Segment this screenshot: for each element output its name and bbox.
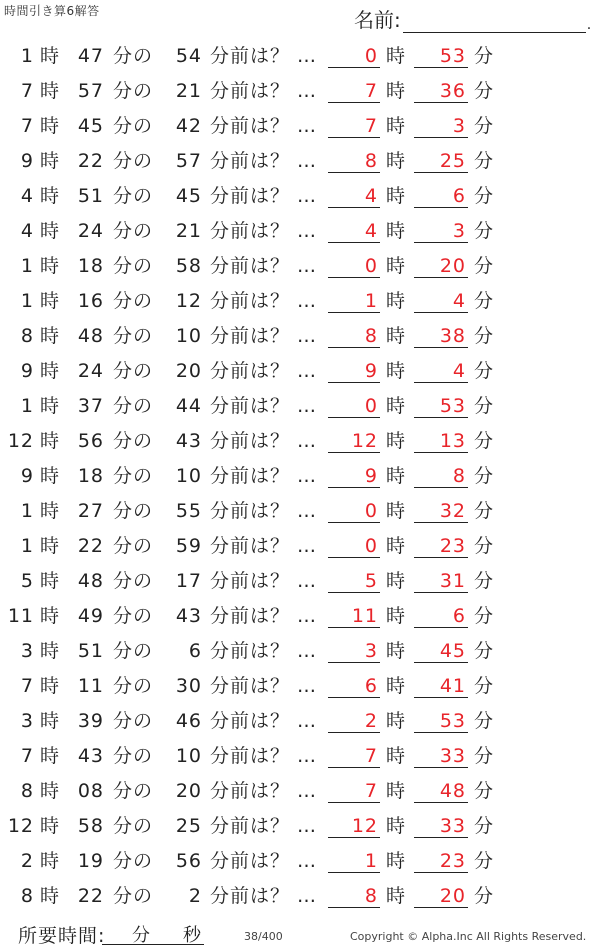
answer-hour-unit: 時: [386, 850, 407, 872]
answer-minute[interactable]: 53: [414, 707, 468, 733]
answer-minute[interactable]: 4: [414, 357, 468, 383]
problem-minus-minutes: 20: [175, 780, 202, 802]
hour-unit: 時: [40, 255, 61, 277]
problem-start-hour: 1: [20, 395, 34, 417]
answer-hour[interactable]: 2: [328, 707, 380, 733]
answer-minute[interactable]: 4: [414, 287, 468, 313]
time-second-unit: 秒: [183, 925, 201, 946]
answer-minute-unit: 分: [474, 780, 495, 802]
answer-hour-unit: 時: [386, 255, 407, 277]
hour-unit: 時: [40, 605, 61, 627]
answer-hour-unit: 時: [386, 605, 407, 627]
problem-start-hour: 3: [20, 710, 34, 732]
problem-start-minute: 39: [77, 710, 104, 732]
name-end-mark: .: [586, 17, 592, 33]
problem-minus-minutes: 2: [188, 885, 202, 907]
answer-minute-unit: 分: [474, 570, 495, 592]
problem-start-hour: 8: [20, 325, 34, 347]
answer-minute-unit: 分: [474, 605, 495, 627]
problem-minus-minutes: 17: [175, 570, 202, 592]
problem-minus-minutes: 54: [175, 45, 202, 67]
answer-minute-unit: 分: [474, 80, 495, 102]
problem-start-minute: 24: [77, 220, 104, 242]
question-text: 分前は？ …: [210, 570, 318, 592]
problem-start-minute: 51: [77, 640, 104, 662]
answer-hour-unit: 時: [386, 675, 407, 697]
problem-start-hour: 2: [20, 850, 34, 872]
minute-of-unit: 分の: [113, 430, 154, 452]
time-required-label: 所要時間:: [18, 925, 106, 947]
hour-unit: 時: [40, 185, 61, 207]
minute-of-unit: 分の: [113, 150, 154, 172]
answer-hour[interactable]: 0: [328, 532, 380, 558]
answer-minute[interactable]: 23: [414, 532, 468, 558]
question-text: 分前は？ …: [210, 675, 318, 697]
problem-start-hour: 12: [7, 430, 34, 452]
problem-row: [0, 283, 600, 318]
problem-row: [0, 773, 600, 808]
problem-start-minute: 22: [77, 150, 104, 172]
hour-unit: 時: [40, 675, 61, 697]
problem-start-minute: 45: [77, 115, 104, 137]
minute-of-unit: 分の: [113, 465, 154, 487]
time-minute-unit: 分: [132, 925, 150, 946]
minute-of-unit: 分の: [113, 885, 154, 907]
question-text: 分前は？ …: [210, 640, 318, 662]
answer-hour-unit: 時: [386, 360, 407, 382]
answer-hour[interactable]: 12: [328, 427, 380, 453]
footer: [0, 918, 600, 949]
problem-row: [0, 493, 600, 528]
problem-minus-minutes: 20: [175, 360, 202, 382]
problem-start-minute: 24: [77, 360, 104, 382]
answer-minute[interactable]: 38: [414, 322, 468, 348]
answer-hour-unit: 時: [386, 570, 407, 592]
question-text: 分前は？ …: [210, 115, 318, 137]
question-text: 分前は？ …: [210, 850, 318, 872]
answer-hour[interactable]: 1: [328, 847, 380, 873]
minute-of-unit: 分の: [113, 360, 154, 382]
answer-hour-unit: 時: [386, 395, 407, 417]
hour-unit: 時: [40, 325, 61, 347]
answer-hour[interactable]: 8: [328, 322, 380, 348]
problem-start-hour: 8: [20, 885, 34, 907]
problem-row: [0, 423, 600, 458]
answer-hour[interactable]: 4: [328, 217, 380, 243]
answer-hour[interactable]: 7: [328, 112, 380, 138]
problem-minus-minutes: 30: [175, 675, 202, 697]
answer-minute-unit: 分: [474, 255, 495, 277]
problem-start-minute: 43: [77, 745, 104, 767]
problem-row: [0, 528, 600, 563]
answer-hour[interactable]: 4: [328, 182, 380, 208]
problem-minus-minutes: 42: [175, 115, 202, 137]
hour-unit: 時: [40, 745, 61, 767]
answer-minute[interactable]: 32: [414, 497, 468, 523]
answer-minute[interactable]: 41: [414, 672, 468, 698]
answer-hour[interactable]: 8: [328, 882, 380, 908]
problem-start-minute: 48: [77, 325, 104, 347]
answer-hour[interactable]: 3: [328, 637, 380, 663]
minute-of-unit: 分の: [113, 780, 154, 802]
answer-minute[interactable]: 3: [414, 217, 468, 243]
minute-of-unit: 分の: [113, 745, 154, 767]
problem-start-minute: 57: [77, 80, 104, 102]
problem-start-minute: 22: [77, 885, 104, 907]
problem-minus-minutes: 58: [175, 255, 202, 277]
problem-row: [0, 458, 600, 493]
hour-unit: 時: [40, 815, 61, 837]
problem-start-hour: 1: [20, 45, 34, 67]
minute-of-unit: 分の: [113, 290, 154, 312]
problem-start-hour: 4: [20, 185, 34, 207]
problem-start-minute: 51: [77, 185, 104, 207]
answer-hour[interactable]: 12: [328, 812, 380, 838]
answer-minute-unit: 分: [474, 325, 495, 347]
problem-minus-minutes: 44: [175, 395, 202, 417]
problem-row: [0, 843, 600, 878]
answer-hour-unit: 時: [386, 535, 407, 557]
problem-start-minute: 16: [77, 290, 104, 312]
problem-start-minute: 49: [77, 605, 104, 627]
problem-minus-minutes: 25: [175, 815, 202, 837]
question-text: 分前は？ …: [210, 500, 318, 522]
answer-minute[interactable]: 45: [414, 637, 468, 663]
problem-start-minute: 56: [77, 430, 104, 452]
problem-minus-minutes: 10: [175, 465, 202, 487]
answer-minute-unit: 分: [474, 150, 495, 172]
minute-of-unit: 分の: [113, 115, 154, 137]
question-text: 分前は？ …: [210, 815, 318, 837]
problem-list: [0, 38, 600, 913]
hour-unit: 時: [40, 710, 61, 732]
hour-unit: 時: [40, 535, 61, 557]
problem-minus-minutes: 46: [175, 710, 202, 732]
problem-minus-minutes: 45: [175, 185, 202, 207]
problem-row: [0, 563, 600, 598]
answer-hour[interactable]: 0: [328, 497, 380, 523]
answer-minute[interactable]: 23: [414, 847, 468, 873]
hour-unit: 時: [40, 570, 61, 592]
problem-row: [0, 318, 600, 353]
problem-start-minute: 22: [77, 535, 104, 557]
answer-minute-unit: 分: [474, 185, 495, 207]
answer-hour[interactable]: 0: [328, 252, 380, 278]
answer-minute[interactable]: 20: [414, 882, 468, 908]
hour-unit: 時: [40, 115, 61, 137]
problem-start-hour: 1: [20, 290, 34, 312]
answer-hour-unit: 時: [386, 185, 407, 207]
problem-start-hour: 9: [20, 360, 34, 382]
minute-of-unit: 分の: [113, 220, 154, 242]
minute-of-unit: 分の: [113, 640, 154, 662]
answer-minute-unit: 分: [474, 885, 495, 907]
minute-of-unit: 分の: [113, 675, 154, 697]
question-text: 分前は？ …: [210, 535, 318, 557]
question-text: 分前は？ …: [210, 395, 318, 417]
problem-minus-minutes: 43: [175, 430, 202, 452]
problem-start-hour: 4: [20, 220, 34, 242]
problem-start-minute: 08: [77, 780, 104, 802]
question-text: 分前は？ …: [210, 220, 318, 242]
problem-start-hour: 1: [20, 500, 34, 522]
answer-minute[interactable]: 20: [414, 252, 468, 278]
hour-unit: 時: [40, 290, 61, 312]
answer-hour[interactable]: 9: [328, 357, 380, 383]
answer-hour[interactable]: 11: [328, 602, 380, 628]
answer-minute-unit: 分: [474, 45, 495, 67]
problem-row: [0, 878, 600, 913]
answer-hour[interactable]: 7: [328, 777, 380, 803]
hour-unit: 時: [40, 220, 61, 242]
answer-hour-unit: 時: [386, 325, 407, 347]
problem-row: [0, 108, 600, 143]
question-text: 分前は？ …: [210, 255, 318, 277]
minute-of-unit: 分の: [113, 325, 154, 347]
minute-of-unit: 分の: [113, 570, 154, 592]
name-field: [354, 4, 591, 33]
minute-of-unit: 分の: [113, 255, 154, 277]
answer-minute[interactable]: 6: [414, 182, 468, 208]
problem-start-minute: 58: [77, 815, 104, 837]
question-text: 分前は？ …: [210, 745, 318, 767]
question-text: 分前は？ …: [210, 430, 318, 452]
problem-start-minute: 37: [77, 395, 104, 417]
minute-of-unit: 分の: [113, 500, 154, 522]
answer-minute-unit: 分: [474, 500, 495, 522]
problem-minus-minutes: 10: [175, 745, 202, 767]
answer-minute-unit: 分: [474, 360, 495, 382]
answer-minute[interactable]: 6: [414, 602, 468, 628]
hour-unit: 時: [40, 430, 61, 452]
answer-minute[interactable]: 25: [414, 147, 468, 173]
hour-unit: 時: [40, 80, 61, 102]
answer-minute-unit: 分: [474, 535, 495, 557]
hour-unit: 時: [40, 640, 61, 662]
problem-row: [0, 38, 600, 73]
problem-start-minute: 18: [77, 465, 104, 487]
answer-hour-unit: 時: [386, 500, 407, 522]
answer-minute[interactable]: 48: [414, 777, 468, 803]
question-text: 分前は？ …: [210, 185, 318, 207]
answer-hour-unit: 時: [386, 150, 407, 172]
problem-start-minute: 19: [77, 850, 104, 872]
answer-minute[interactable]: 53: [414, 42, 468, 68]
answer-minute[interactable]: 53: [414, 392, 468, 418]
answer-minute-unit: 分: [474, 115, 495, 137]
answer-minute-unit: 分: [474, 465, 495, 487]
question-text: 分前は？ …: [210, 325, 318, 347]
problem-minus-minutes: 55: [175, 500, 202, 522]
page-number: 38/400: [244, 930, 283, 943]
answer-hour[interactable]: 6: [328, 672, 380, 698]
problem-row: [0, 73, 600, 108]
question-text: 分前は？ …: [210, 780, 318, 802]
minute-of-unit: 分の: [113, 535, 154, 557]
problem-minus-minutes: 59: [175, 535, 202, 557]
answer-hour-unit: 時: [386, 45, 407, 67]
copyright-notice: Copyright © Alpha.Inc All Rights Reserved.: [350, 930, 587, 943]
problem-start-minute: 27: [77, 500, 104, 522]
answer-minute-unit: 分: [474, 290, 495, 312]
answer-minute-unit: 分: [474, 220, 495, 242]
question-text: 分前は？ …: [210, 885, 318, 907]
problem-minus-minutes: 12: [175, 290, 202, 312]
answer-hour[interactable]: 0: [328, 392, 380, 418]
answer-hour-unit: 時: [386, 780, 407, 802]
hour-unit: 時: [40, 500, 61, 522]
hour-unit: 時: [40, 885, 61, 907]
problem-row: [0, 668, 600, 703]
minute-of-unit: 分の: [113, 710, 154, 732]
question-text: 分前は？ …: [210, 45, 318, 67]
problem-row: [0, 388, 600, 423]
answer-hour-unit: 時: [386, 430, 407, 452]
answer-hour[interactable]: 7: [328, 742, 380, 768]
problem-start-hour: 12: [7, 815, 34, 837]
answer-hour-unit: 時: [386, 885, 407, 907]
hour-unit: 時: [40, 850, 61, 872]
answer-hour-unit: 時: [386, 465, 407, 487]
hour-unit: 時: [40, 395, 61, 417]
answer-hour[interactable]: 7: [328, 77, 380, 103]
problem-row: [0, 353, 600, 388]
answer-hour-unit: 時: [386, 290, 407, 312]
problem-minus-minutes: 56: [175, 850, 202, 872]
hour-unit: 時: [40, 780, 61, 802]
problem-start-minute: 11: [77, 675, 104, 697]
problem-row: [0, 143, 600, 178]
problem-row: [0, 808, 600, 843]
answer-minute-unit: 分: [474, 395, 495, 417]
answer-minute-unit: 分: [474, 850, 495, 872]
problem-start-minute: 18: [77, 255, 104, 277]
problem-row: [0, 703, 600, 738]
answer-minute-unit: 分: [474, 430, 495, 452]
answer-minute[interactable]: 31: [414, 567, 468, 593]
problem-start-minute: 48: [77, 570, 104, 592]
answer-minute[interactable]: 13: [414, 427, 468, 453]
problem-start-hour: 5: [20, 570, 34, 592]
problem-start-hour: 7: [20, 675, 34, 697]
answer-minute[interactable]: 8: [414, 462, 468, 488]
problem-start-hour: 7: [20, 80, 34, 102]
question-text: 分前は？ …: [210, 80, 318, 102]
problem-start-hour: 11: [7, 605, 34, 627]
problem-row: [0, 598, 600, 633]
hour-unit: 時: [40, 45, 61, 67]
hour-unit: 時: [40, 360, 61, 382]
hour-unit: 時: [40, 150, 61, 172]
minute-of-unit: 分の: [113, 850, 154, 872]
problem-row: [0, 248, 600, 283]
problem-start-hour: 9: [20, 465, 34, 487]
problem-minus-minutes: 6: [188, 640, 202, 662]
answer-minute[interactable]: 36: [414, 77, 468, 103]
answer-minute[interactable]: 33: [414, 742, 468, 768]
answer-hour-unit: 時: [386, 745, 407, 767]
problem-start-hour: 3: [20, 640, 34, 662]
question-text: 分前は？ …: [210, 465, 318, 487]
answer-hour[interactable]: 0: [328, 42, 380, 68]
problem-minus-minutes: 57: [175, 150, 202, 172]
answer-hour[interactable]: 9: [328, 462, 380, 488]
answer-minute-unit: 分: [474, 640, 495, 662]
answer-minute-unit: 分: [474, 710, 495, 732]
answer-hour[interactable]: 8: [328, 147, 380, 173]
problem-row: [0, 213, 600, 248]
answer-hour-unit: 時: [386, 710, 407, 732]
minute-of-unit: 分の: [113, 45, 154, 67]
question-text: 分前は？ …: [210, 290, 318, 312]
question-text: 分前は？ …: [210, 360, 318, 382]
answer-hour[interactable]: 5: [328, 567, 380, 593]
page-title: 時間引き算6解答: [4, 4, 100, 18]
minute-of-unit: 分の: [113, 185, 154, 207]
problem-start-hour: 9: [20, 150, 34, 172]
name-blank-line[interactable]: [403, 12, 586, 33]
answer-minute-unit: 分: [474, 745, 495, 767]
minute-of-unit: 分の: [113, 80, 154, 102]
answer-hour-unit: 時: [386, 640, 407, 662]
answer-hour-unit: 時: [386, 815, 407, 837]
answer-minute-unit: 分: [474, 675, 495, 697]
problem-start-hour: 7: [20, 115, 34, 137]
question-text: 分前は？ …: [210, 605, 318, 627]
problem-start-hour: 1: [20, 255, 34, 277]
problem-row: [0, 633, 600, 668]
answer-hour[interactable]: 1: [328, 287, 380, 313]
problem-row: [0, 738, 600, 773]
answer-minute[interactable]: 3: [414, 112, 468, 138]
answer-hour-unit: 時: [386, 80, 407, 102]
problem-row: [0, 178, 600, 213]
problem-start-hour: 8: [20, 780, 34, 802]
problem-start-minute: 47: [77, 45, 104, 67]
problem-minus-minutes: 21: [175, 80, 202, 102]
problem-start-hour: 1: [20, 535, 34, 557]
answer-minute-unit: 分: [474, 815, 495, 837]
problem-minus-minutes: 21: [175, 220, 202, 242]
minute-of-unit: 分の: [113, 815, 154, 837]
question-text: 分前は？ …: [210, 150, 318, 172]
answer-hour-unit: 時: [386, 220, 407, 242]
problem-start-hour: 7: [20, 745, 34, 767]
problem-minus-minutes: 43: [175, 605, 202, 627]
minute-of-unit: 分の: [113, 395, 154, 417]
answer-hour-unit: 時: [386, 115, 407, 137]
question-text: 分前は？ …: [210, 710, 318, 732]
answer-minute[interactable]: 33: [414, 812, 468, 838]
problem-minus-minutes: 10: [175, 325, 202, 347]
hour-unit: 時: [40, 465, 61, 487]
minute-of-unit: 分の: [113, 605, 154, 627]
name-label: 名前:: [354, 8, 401, 32]
